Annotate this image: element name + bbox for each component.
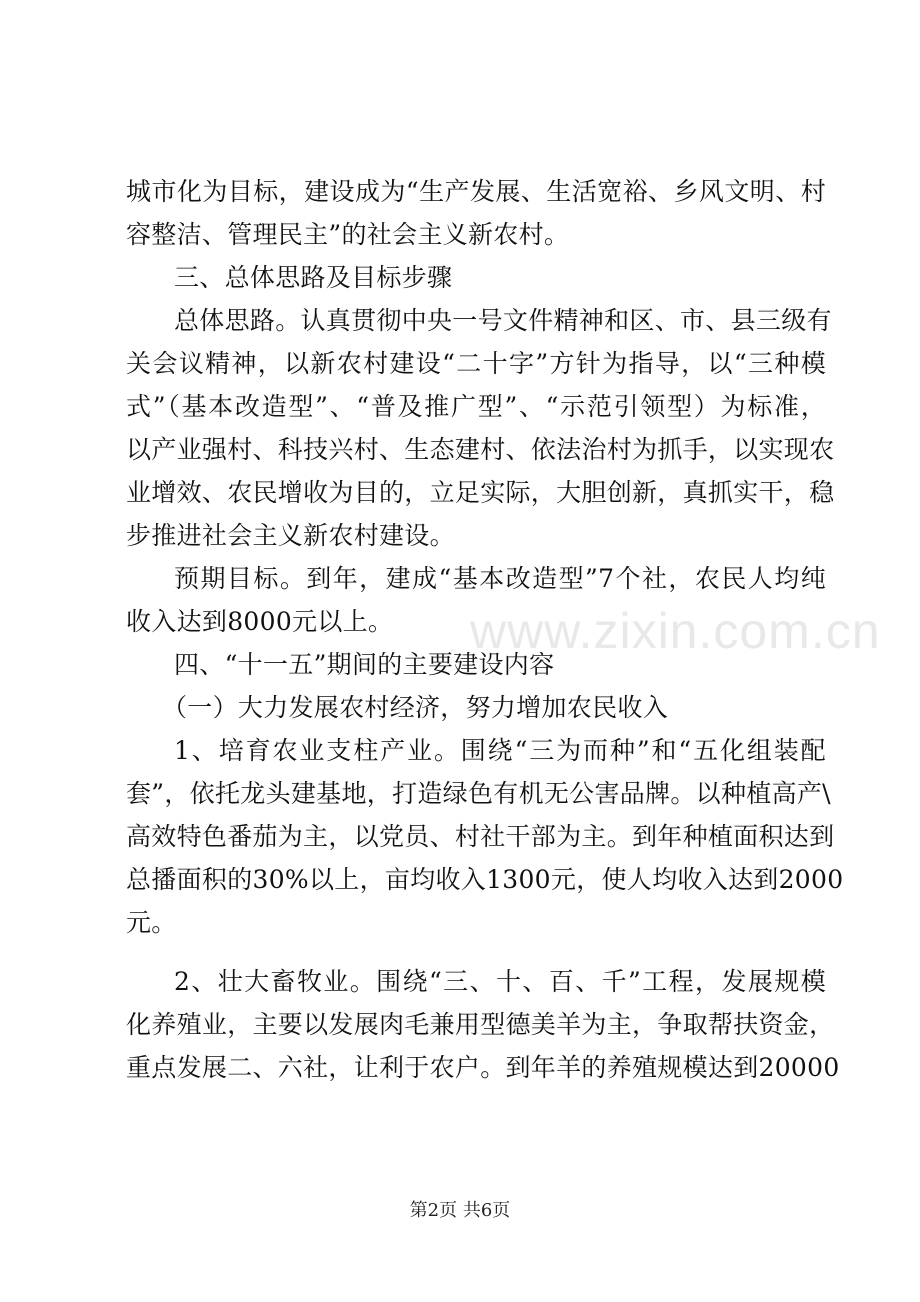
text-line: 关会议精神，以新农村建设“二十字”方针为指导，以“三种模 bbox=[126, 349, 826, 378]
text-line: 城市化为目标，建设成为“生产发展、生活宽裕、乡风文明、村 bbox=[126, 177, 826, 206]
section-heading: 三、总体思路及目标步骤 bbox=[174, 263, 453, 292]
text-line: 重点发展二、六社，让利于农户。到年羊的养殖规模达到20000 bbox=[126, 1053, 840, 1082]
text-line: 1、培育农业支柱产业。围绕“三为而种”和“五化组装配 bbox=[174, 736, 826, 765]
section-heading: 四、“十一五”期间的主要建设内容 bbox=[174, 650, 555, 679]
watermark: www.zixin.com.cn bbox=[470, 603, 881, 659]
text-line: 收入达到8000元以上。 bbox=[126, 607, 394, 636]
page-footer: 第2页 共6页 bbox=[409, 1200, 511, 1221]
text-line: 总体思路。认真贯彻中央一号文件精神和区、市、县三级有 bbox=[174, 306, 832, 335]
text-line: 高效特色番茄为主，以党员、村社干部为主。到年种植面积达到 bbox=[126, 822, 835, 851]
text-line: 业增效、农民增收为目的，立足实际，大胆创新，真抓实干，稳 bbox=[126, 478, 835, 507]
subsection-heading: （一）大力发展农村经济，努力增加农民收入 bbox=[162, 693, 669, 722]
text-line: 套”，依托龙头建基地，打造绿色有机无公害品牌。以种植高产\ bbox=[126, 779, 831, 808]
text-line: 元。 bbox=[126, 908, 177, 937]
text-line: 式”（基本改造型”、“普及推广型”、“示范引领型）为标准， bbox=[126, 392, 826, 421]
text-line: 预期目标。到年，建成“基本改造型”7个社，农民人均纯 bbox=[174, 564, 826, 593]
text-line: 容整洁、管理民主”的社会主义新农村。 bbox=[126, 220, 570, 249]
text-line: 总播面积的30%以上，亩均收入1300元，使人均收入达到2000 bbox=[126, 865, 844, 894]
text-line: 化养殖业，主要以发展肉毛兼用型德美羊为主，争取帮扶资金， bbox=[126, 1010, 835, 1039]
text-line: 2、壮大畜牧业。围绕“三、十、百、千”工程，发展规模 bbox=[174, 967, 826, 996]
text-line: 以产业强村、科技兴村、生态建村、依法治村为抓手，以实现农 bbox=[126, 435, 835, 464]
text-line: 步推进社会主义新农村建设。 bbox=[126, 521, 455, 550]
